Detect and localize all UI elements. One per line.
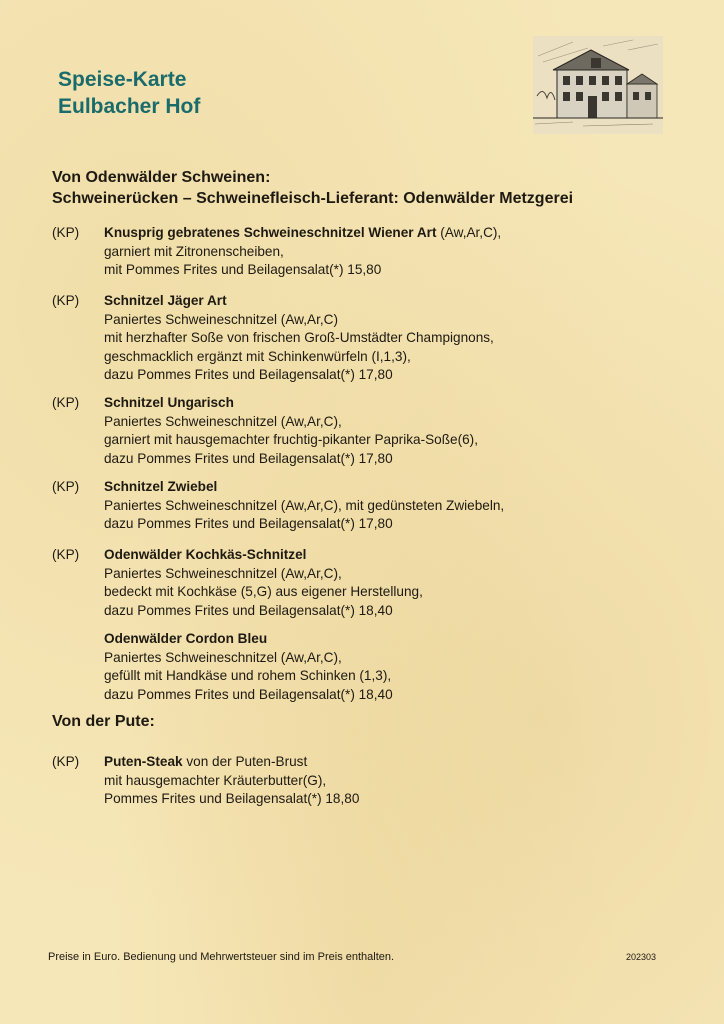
item-name: Schnitzel Ungarisch (104, 395, 234, 410)
item-description: garniert mit Zitronenscheiben, (104, 243, 284, 259)
item-description: Paniertes Schweineschnitzel (Aw,Ar,C), mit gedünsteten Zwiebeln, (104, 497, 505, 513)
item-price-line: mit Pommes Frites und Beilagensalat(*) 15,80 (104, 262, 382, 278)
item-description: geschmacklich ergänzt mit Schinkenwürfeln (I,1,3), (104, 348, 411, 364)
item-tag: (KP) (52, 547, 80, 562)
document-code: 202303 (626, 952, 657, 962)
item-price-line: dazu Pommes Frites und Beilagensalat(*) 17,80 (104, 516, 393, 532)
item-description: mit herzhafter Soße von frischen Groß-Umstädter Champignons, (104, 330, 494, 346)
menu-title-line1: Speise-Karte (58, 68, 187, 91)
item-tag: (KP) (52, 225, 80, 240)
item-name: Schnitzel Jäger Art (104, 293, 227, 308)
item-allergens: (Aw,Ar,C), (436, 225, 502, 240)
item-name: Schnitzel Zwiebel (104, 479, 218, 494)
item-description: Paniertes Schweineschnitzel (Aw,Ar,C), (104, 413, 342, 429)
item-tag: (KP) (52, 754, 80, 769)
item-price-line: dazu Pommes Frites und Beilagensalat(*) 18,40 (104, 686, 393, 702)
section-heading-schwein (52, 167, 573, 209)
item-price-line: dazu Pommes Frites und Beilagensalat(*) 17,80 (104, 450, 393, 466)
item-description: gefüllt mit Handkäse und rohem Schinken (1,3), (104, 668, 392, 684)
item-price-line: dazu Pommes Frites und Beilagensalat(*) 17,80 (104, 367, 393, 383)
section-heading-pute (52, 711, 155, 732)
item-description: Paniertes Schweineschnitzel (Aw,Ar,C), (104, 649, 342, 665)
item-description: Paniertes Schweineschnitzel (Aw,Ar,C) (104, 311, 338, 327)
item-name: Odenwälder Cordon Bleu (104, 631, 268, 646)
item-description: von der Puten-Brust (182, 754, 308, 769)
item-name: Knusprig gebratenes Schweineschnitzel Wiener Art (104, 225, 437, 240)
item-tag: (KP) (52, 395, 80, 410)
item-tag: (KP) (52, 479, 80, 494)
hotel-sketch-image (533, 36, 663, 134)
item-description: bedeckt mit Kochkäse (5,G) aus eigener Herstellung, (104, 584, 423, 600)
item-price-line: Pommes Frites und Beilagensalat(*) 18,80 (104, 791, 360, 807)
section-heading-line2: Schweinerücken – Schweinefleisch-Lieferant: Odenwälder Metzgerei (52, 190, 574, 207)
item-name: Odenwälder Kochkäs-Schnitzel (104, 547, 307, 562)
item-description: mit hausgemachter Kräuterbutter(G), (104, 772, 327, 788)
section-heading-line1: Von Odenwälder Schweinen: (52, 169, 271, 186)
item-description: Paniertes Schweineschnitzel (Aw,Ar,C), (104, 565, 342, 581)
menu-title-line2: Eulbacher Hof (58, 95, 201, 118)
menu-title (58, 66, 200, 120)
item-name: Puten-Steak (104, 754, 183, 769)
item-price-line: dazu Pommes Frites und Beilagensalat(*) 18,40 (104, 602, 393, 618)
item-tag: (KP) (52, 293, 80, 308)
item-description: garniert mit hausgemachter fruchtig-pikanter Paprika-Soße(6), (104, 432, 478, 448)
section-heading-line1: Von der Pute: (52, 713, 155, 730)
footer-note: Preise in Euro. Bedienung und Mehrwertsteuer sind im Preis enthalten. (48, 951, 395, 963)
